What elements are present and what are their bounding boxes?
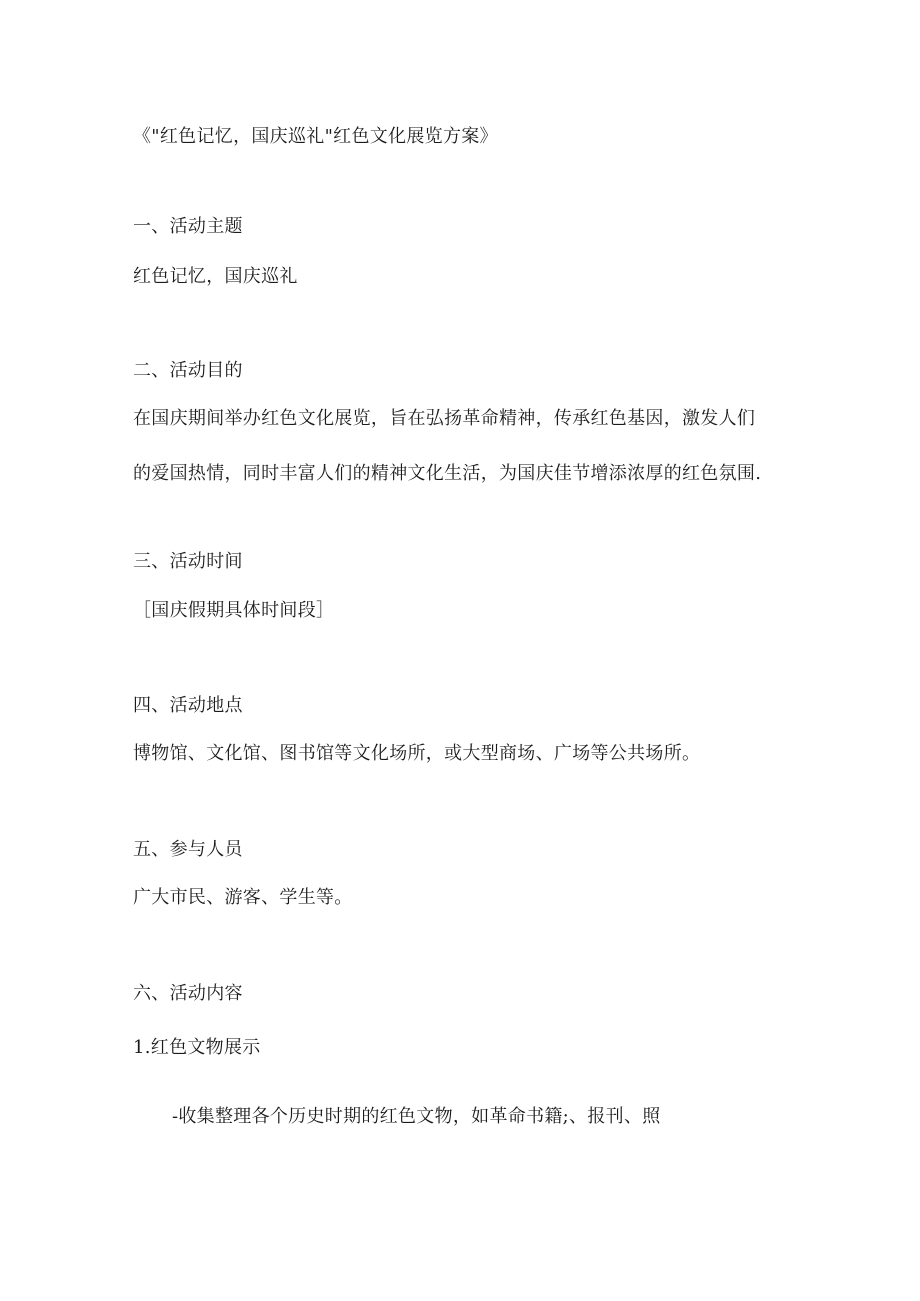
section-text-participants: 广大市民、游客、学生等。 bbox=[133, 887, 353, 908]
section-text-purpose-line-1: 在国庆期间举办红色文化展览，旨在弘扬革命精神，传承红色基因，激发人们 bbox=[133, 408, 756, 429]
section-heading-purpose: 二、活动目的 bbox=[133, 360, 243, 381]
section-heading-participants: 五、参与人员 bbox=[133, 839, 243, 860]
section-text-time: ［国庆假期具体时间段］ bbox=[133, 600, 335, 621]
section-text-purpose-line-2: 的爱国热情，同时丰富人们的精神文化生活，为国庆佳节增添浓厚的红色氛围. bbox=[133, 463, 762, 484]
section-heading-location: 四、活动地点 bbox=[133, 695, 243, 716]
section-heading-content: 六、活动内容 bbox=[133, 983, 243, 1004]
section-heading-theme: 一、活动主题 bbox=[133, 216, 243, 237]
section-subheading-relics: 1.红色文物展示 bbox=[133, 1037, 261, 1058]
section-text-theme: 红色记忆，国庆巡礼 bbox=[133, 266, 298, 287]
section-heading-time: 三、活动时间 bbox=[133, 551, 243, 572]
document-title: 《"红色记忆，国庆巡礼"红色文化展览方案》 bbox=[133, 126, 498, 147]
section-text-location: 博物馆、文化馆、图书馆等文化场所，或大型商场、广场等公共场所。 bbox=[133, 743, 701, 764]
section-bullet-relics: -收集整理各个历史时期的红色文物，如革命书籍;、报刊、照 bbox=[172, 1106, 661, 1127]
